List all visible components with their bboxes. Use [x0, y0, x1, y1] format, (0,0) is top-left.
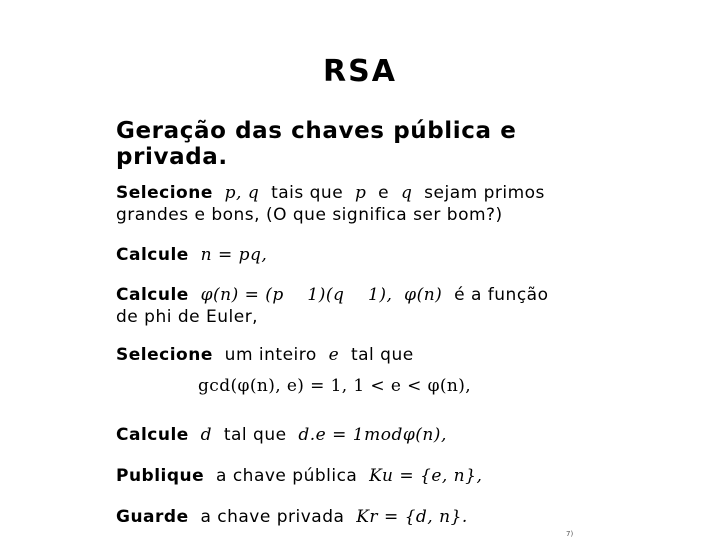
step-keyword: Calcule: [116, 245, 189, 265]
math-private-key: Kr = {d, n}.: [356, 507, 468, 527]
math-d-e-congruence: d.e = 1modφ(n),: [298, 425, 447, 445]
step-select-e: [116, 344, 636, 366]
step-text: tais que: [271, 183, 344, 203]
math-d: d: [200, 425, 213, 445]
step-publish-public-key: [116, 465, 636, 487]
step-keyword: Publique: [116, 466, 205, 486]
step-select-primes-line2: grandes e bons, (O que significa ser bom?): [116, 205, 503, 225]
step-text: um inteiro: [224, 345, 317, 365]
gcd-condition-formula: gcd(φ(n), e) = 1, 1 < e < φ(n),: [198, 376, 472, 396]
step-text: a chave privada: [200, 507, 345, 527]
step-keep-private-key: [116, 506, 636, 528]
step-compute-d: [116, 424, 636, 446]
step-keyword: Guarde: [116, 507, 189, 527]
math-phi-formula: φ(n) = (p 1)(q 1),: [200, 285, 393, 305]
slide-subtitle: Geração das chaves pública e privada.: [116, 118, 517, 170]
math-e: e: [328, 345, 340, 365]
step-compute-n: [116, 244, 636, 266]
step-keyword: Selecione: [116, 345, 213, 365]
math-public-key: Ku = {e, n},: [369, 466, 483, 486]
step-text: tal que: [350, 345, 414, 365]
step-compute-phi-line2: de phi de Euler,: [116, 307, 259, 327]
step-keyword: Calcule: [116, 425, 189, 445]
math-n-equals-pq: n = pq,: [200, 245, 268, 265]
step-select-primes: [116, 182, 636, 204]
step-text: a chave pública: [216, 466, 358, 486]
math-p-q: p, q: [224, 183, 260, 203]
step-text: e: [378, 183, 390, 203]
page-mark: 7): [566, 530, 574, 538]
math-phi-n: φ(n): [404, 285, 443, 305]
slide-title: RSA: [323, 54, 397, 89]
step-keyword: Selecione: [116, 183, 213, 203]
step-text: sejam primos: [424, 183, 545, 203]
step-text: é a função: [454, 285, 549, 305]
math-p: p: [354, 183, 367, 203]
step-compute-phi: [116, 284, 636, 306]
math-q: q: [400, 183, 413, 203]
step-text: tal que: [223, 425, 287, 445]
step-keyword: Calcule: [116, 285, 189, 305]
